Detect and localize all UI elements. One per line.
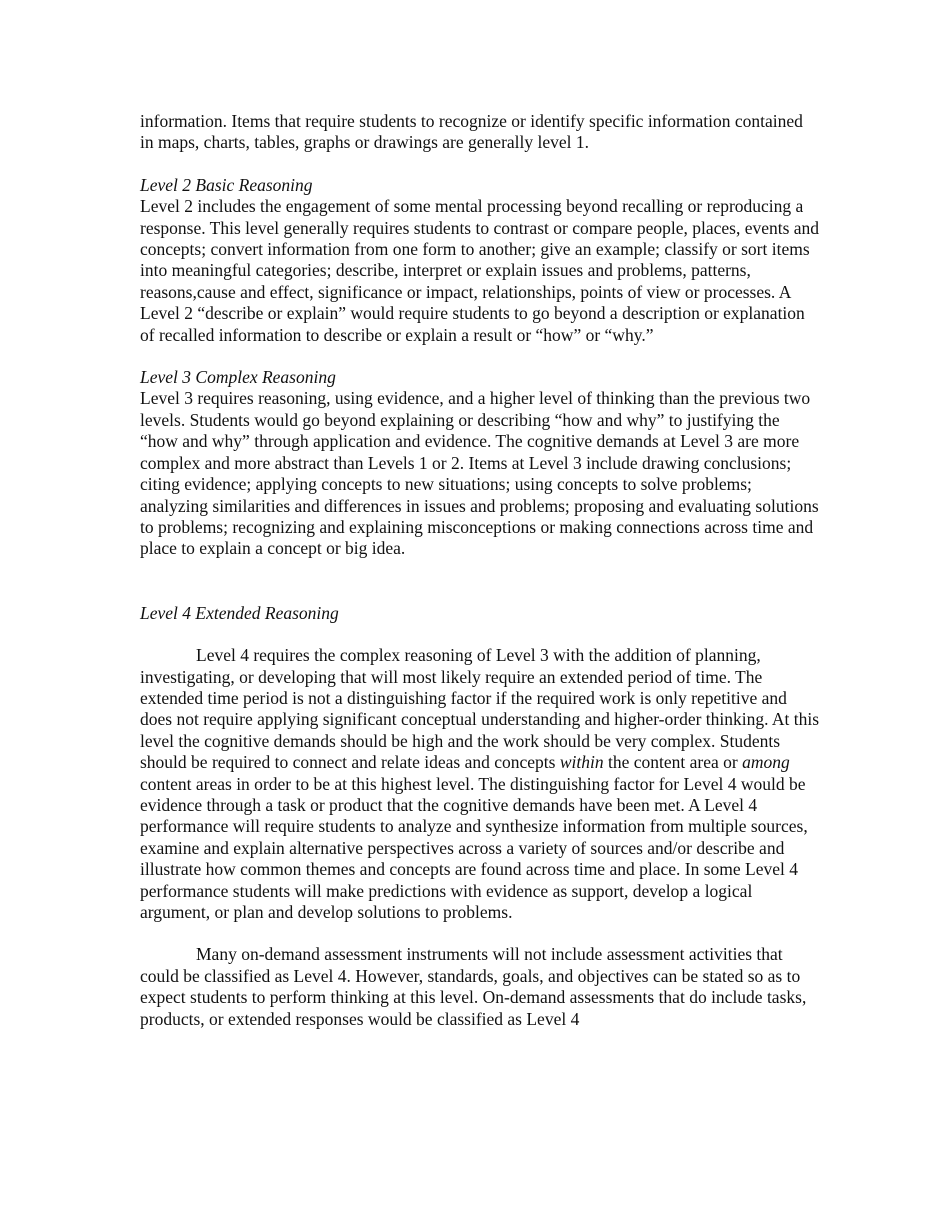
- level4-heading: Level 4 Extended Reasoning: [140, 602, 339, 623]
- level4-p1-text-b: the content area or: [603, 752, 743, 773]
- within-emphasis: within: [559, 752, 604, 773]
- level4-p1-text-c: content areas in order to be at this highest level. The distinguishing factor for Level 4 would be evidence through a task or product that the cognitive demands have been met. A Level 4 performance will require students to analyze and synthesize information from multiple sources, examine and explain alternative perspectives across a variety of sources and/or describe and illustrate how common themes and concepts are found across time and place. In some Level 4 performance students will make predictions with evidence as support, develop a logical argument, or plan and develop solutions to problems.: [140, 773, 808, 922]
- among-emphasis: among: [742, 752, 790, 773]
- level4-paragraph-2: Many on-demand assessment instruments will not include assessment activities that could be classified as Level 4. However, standards, goals, and objectives can be stated so as to expect students to perform thinking at this level. On-demand assessments that do include tasks, products, or extended responses would be classified as Level 4: [140, 944, 807, 1029]
- level2-heading: Level 2 Basic Reasoning: [140, 174, 313, 195]
- document-page: [140, 111, 820, 1030]
- level4-paragraph-1: [140, 645, 820, 923]
- intro-paragraph: information. Items that require students to recognize or identify specific information contained in maps, charts, tables, graphs or drawings are generally level 1.: [140, 111, 803, 153]
- level2-paragraph: Level 2 includes the engagement of some mental processing beyond recalling or reproducing a response. This level generally requires students to contrast or compare people, places, events and concepts; convert information from one form to another; give an example; classify or sort items into meaningful categories; describe, interpret or explain issues and problems, patterns, reasons,cause and effect, significance or impact, relationships, points of view or processes. A Level 2 “describe or explain” would require students to go beyond a description or explanation of recalled information to describe or explain a result or “how” or “why.”: [140, 196, 820, 345]
- level3-heading: Level 3 Complex Reasoning: [140, 367, 336, 388]
- level4-p1-text-a: Level 4 requires the complex reasoning of Level 3 with the addition of planning, investigating, or developing that will most likely require an extended period of time. The extended time period is not a distinguishing factor if the required work is only repetitive and does not require applying significant conceptual understanding and higher-order thinking. At this level the cognitive demands should be high and the work should be very complex. Students should be required to connect and relate ideas and concepts: [140, 645, 820, 773]
- level3-paragraph: Level 3 requires reasoning, using evidence, and a higher level of thinking than the previous two levels. Students would go beyond explaining or describing “how and why” to justifying the “how and why” through application and evidence. The cognitive demands at Level 3 are more complex and more abstract than Levels 1 or 2. Items at Level 3 include drawing conclusions; citing evidence; applying concepts to new situations; using concepts to solve problems; analyzing similarities and differences in issues and problems; proposing and evaluating solutions to problems; recognizing and explaining misconceptions or making connections across time and place to explain a concept or big idea.: [140, 388, 819, 559]
